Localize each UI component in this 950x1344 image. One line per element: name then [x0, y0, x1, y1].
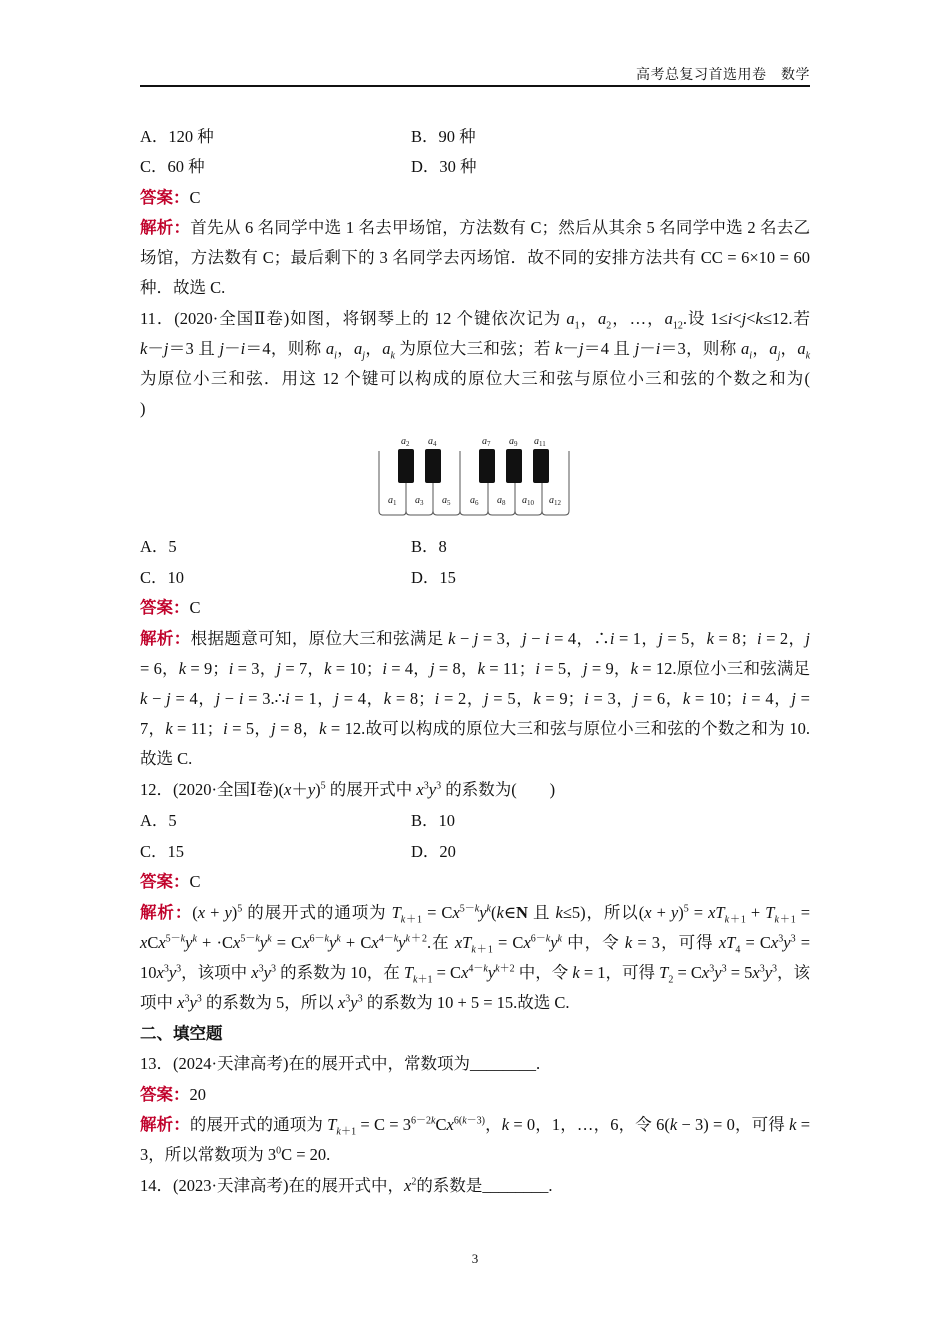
header-rule — [140, 85, 810, 87]
q12-analysis-line-3: $10x^3y^3$，该项中 $x^3y^3$ 的系数为 10，在 $T_{k+1} = Cx^{4-k}y^{k+2}$ 中，令 k = 1，可得 $T_2 = Cx^3y^3 = 5x^3y^3$，该 — [140, 963, 811, 986]
q11-stem-line-1: 11．(2020·全国Ⅱ卷)如图，将钢琴上的 12 个键依次记为 $a_1$，$a_2$，…，$a_{12}$.设 1≤i<j<k≤12.若 — [140, 309, 811, 332]
q10-option-c: C．60 种 — [140, 157, 205, 176]
q13-analysis-line-2: 3，所以常数项为 $3^0C = 20$. — [140, 1145, 331, 1164]
analysis-label: 解析： — [140, 218, 191, 237]
key-label-a1: $a_1$ — [388, 495, 397, 507]
q11-option-c: C．10 — [140, 568, 185, 587]
q10-analysis-line-2: 场馆，方法数有 C；最后剩下的 3 名同学去丙场馆．故不同的安排方法共有 CC = 6×10 = 60 — [140, 248, 810, 267]
q11-analysis-line-3: k − j = 4，j − i = 3.∴i = 1，j = 4，k = 8；i = 2，j = 5，k = 9；i = 3，j = 6，k = 10；i = 4，j = — [140, 689, 810, 708]
answer-value: C — [189, 188, 201, 207]
black-key — [425, 449, 441, 483]
key-label-a2: $a_2$ — [401, 436, 410, 448]
key-label-a6: $a_6$ — [470, 495, 479, 507]
q12-stem: 12．(2020·全国Ⅰ卷)$(x+y)^5$ 的展开式中 $x^3y^3$ 的系数为( ) — [140, 780, 556, 799]
q11-answer — [140, 598, 810, 618]
key-label-a8: $a_8$ — [497, 495, 506, 507]
key-label-a4: $a_4$ — [428, 436, 437, 448]
page-number: 3 — [471, 1251, 479, 1266]
answer-value: C — [189, 872, 201, 891]
q11-option-d: D．15 — [411, 568, 456, 587]
q11-analysis-line-5: 故选 C. — [140, 749, 193, 768]
q10-option-b: B．90 种 — [411, 127, 476, 146]
answer-label: 答案： — [140, 598, 190, 617]
answer-value: 20 — [189, 1085, 206, 1104]
black-key — [398, 449, 414, 483]
q12-option-b: B．10 — [411, 811, 456, 830]
answer-value: C — [189, 598, 201, 617]
q14-stem: 14．(2023·天津高考)在的展开式中，$x^2$的系数是________. — [140, 1176, 553, 1195]
running-header: 高考总复习首选用卷 数学 — [636, 68, 810, 83]
q12-analysis-line-4: 项中 $x^3y^3$ 的系数为 5，所以 $x^3y^3$ 的系数为 10 + 5 = 15.故选 C. — [140, 993, 570, 1012]
q11-analysis-line-1: 解析：根据题意可知，原位大三和弦满足 k − j = 3，j − i = 4，∴i = 1，j = 5，k = 8；i = 2，j — [140, 629, 810, 648]
q11-option-a: A．5 — [140, 537, 177, 556]
q10-option-a: A．120 种 — [140, 127, 214, 146]
q10-answer — [140, 188, 810, 208]
q12-analysis-line-1: 解析：$(x + y)^5$ 的展开式的通项为 $T_{k+1}$ = $Cx^{5-k}y^k(k\in N$ 且 k≤5)，所以$(x + y)^5 = xT_{k+1} + T_{k+1}$ = — [140, 903, 811, 926]
key-label-a10: $a_{10}$ — [522, 495, 534, 507]
q11-analysis-line-4: 7，k = 11；i = 5，j = 8，k = 12.故可以构成的原位大三和弦与原位小三和弦的个数之和为 10. — [140, 719, 810, 738]
q12-analysis-line-2: $xCx^{5-k}y^k + \cdot Cx^{5-k}y^k = Cx^{6-k}y^k + Cx^{4-k}y^{k+2}$.在 $xT_{k+1} = Cx^{6-k}y^k$ 中，令 k = 3，可得 $xT_4 = Cx^3y^3$ = — [140, 933, 811, 956]
key-label-a9: $a_9$ — [509, 436, 518, 448]
q13-stem: 13．(2024·天津高考)在的展开式中，常数项为________. — [140, 1054, 541, 1073]
black-key — [506, 449, 522, 483]
key-label-a11: $a_{11}$ — [534, 436, 546, 448]
q12-answer — [140, 872, 810, 892]
q11-stem-line-2: k－j＝3 且 j－i＝4，则称 $a_i$，$a_j$，$a_k$ 为原位大三和弦；若 k－j＝4 且 j－i＝3，则称 $a_i$，$a_j$，$a_k$ — [140, 339, 811, 362]
q13-answer — [140, 1085, 810, 1105]
piano-keyboard-figure — [377, 433, 573, 517]
q12-option-c: C．15 — [140, 842, 185, 861]
q10-option-d: D．30 种 — [411, 157, 477, 176]
q11-stem-line-4: ) — [140, 399, 146, 418]
q10-analysis-line-3: 种．故选 C. — [140, 278, 226, 297]
key-label-a7: $a_7$ — [482, 436, 491, 448]
answer-label: 答案： — [140, 872, 190, 891]
answer-label: 答案： — [140, 188, 190, 207]
q10-analysis-line-1 — [140, 218, 810, 238]
q12-option-a: A．5 — [140, 811, 177, 830]
q11-analysis-line-2: = 6，k = 9；i = 3，j = 7，k = 10；i = 4，j = 8，k = 11；i = 5，j = 9，k = 12.原位小三和弦满足 — [140, 659, 811, 678]
key-label-a3: $a_3$ — [415, 495, 424, 507]
section-title-fill-in: 二、填空题 — [140, 1024, 223, 1043]
q11-option-b: B．8 — [411, 537, 447, 556]
key-label-a5: $a_5$ — [442, 495, 451, 507]
q11-stem-line-3: 为原位小三和弦．用这 12 个键可以构成的原位大三和弦与原位小三和弦的个数之和为( — [140, 369, 810, 388]
black-key — [479, 449, 495, 483]
answer-label: 答案： — [140, 1085, 190, 1104]
q12-option-d: D．20 — [411, 842, 456, 861]
q13-analysis-line-1: 解析：的展开式的通项为 $T_{k+1} = C = 3^{6-2k}Cx^{6(k-3)}$，k = 0，1，…，6，令 6(k − 3) = 0，可得 k = — [140, 1115, 811, 1138]
black-key — [533, 449, 549, 483]
analysis-text: 首先从 6 名同学中选 1 名去甲场馆，方法数有 C；然后从其余 5 名同学中选 2 名去乙 — [190, 218, 810, 237]
key-label-a12: $a_{12}$ — [549, 495, 561, 507]
